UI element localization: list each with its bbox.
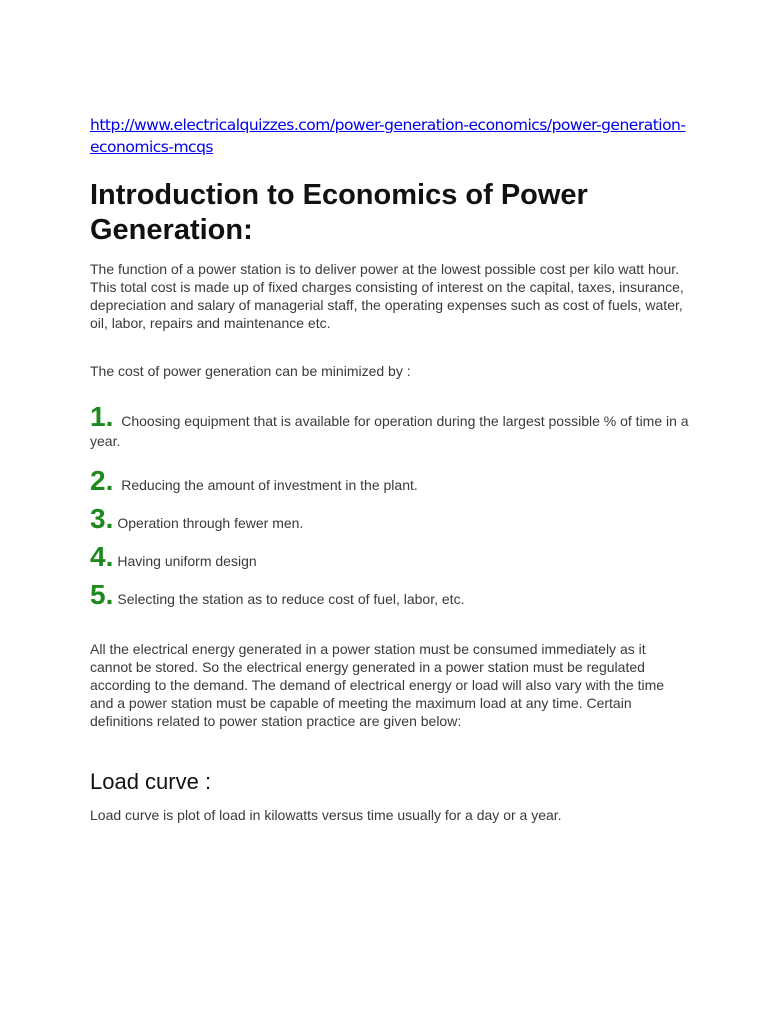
page-title: Introduction to Economics of Power Generation: xyxy=(90,179,588,246)
list-text: Operation through fewer men. xyxy=(117,515,304,531)
list-number: 3. xyxy=(90,503,114,534)
list-text: Choosing equipment that is available for operation during the largest possible % of time in a year. xyxy=(90,413,689,449)
list-item xyxy=(90,466,690,496)
list-item xyxy=(90,402,690,450)
list-number: 1. xyxy=(90,401,114,432)
list-number: 4. xyxy=(90,541,114,572)
document-page xyxy=(90,114,690,824)
load-curve-heading: Load curve : xyxy=(90,769,212,794)
cost-minimization-list xyxy=(90,402,690,610)
list-text: Reducing the amount of investment in the plant. xyxy=(121,477,418,493)
list-number: 2. xyxy=(90,465,114,496)
energy-paragraph: All the electrical energy generated in a power station must be consumed immediately as it cannot be stored. So the electrical energy generated in a power station must be regulated according to the demand. The demand of electrical energy or load will also vary with the time and a power station must be capable of meeting the maximum load at any time. Certain definitions related to power station practice are given below: xyxy=(90,641,665,729)
list-text: Selecting the station as to reduce cost of fuel, labor, etc. xyxy=(117,591,465,607)
lead-paragraph: The cost of power generation can be minimized by : xyxy=(90,363,411,379)
list-number: 5. xyxy=(90,579,114,610)
load-curve-paragraph: Load curve is plot of load in kilowatts versus time usually for a day or a year. xyxy=(90,807,562,823)
list-item xyxy=(90,504,690,534)
list-text: Having uniform design xyxy=(117,553,257,569)
source-link[interactable]: http://www.electricalquizzes.com/power-generation-economics/power-generation-economics-mcqs xyxy=(90,116,686,156)
list-item xyxy=(90,580,690,610)
intro-paragraph: The function of a power station is to deliver power at the lowest possible cost per kilo watt hour. This total cost is made up of fixed charges consisting of interest on the capital, taxes, insurance, depreciation and salary of managerial staff, the operating expenses such as cost of fuels, water, oil, labor, repairs and maintenance etc. xyxy=(90,261,684,331)
list-item xyxy=(90,542,690,572)
